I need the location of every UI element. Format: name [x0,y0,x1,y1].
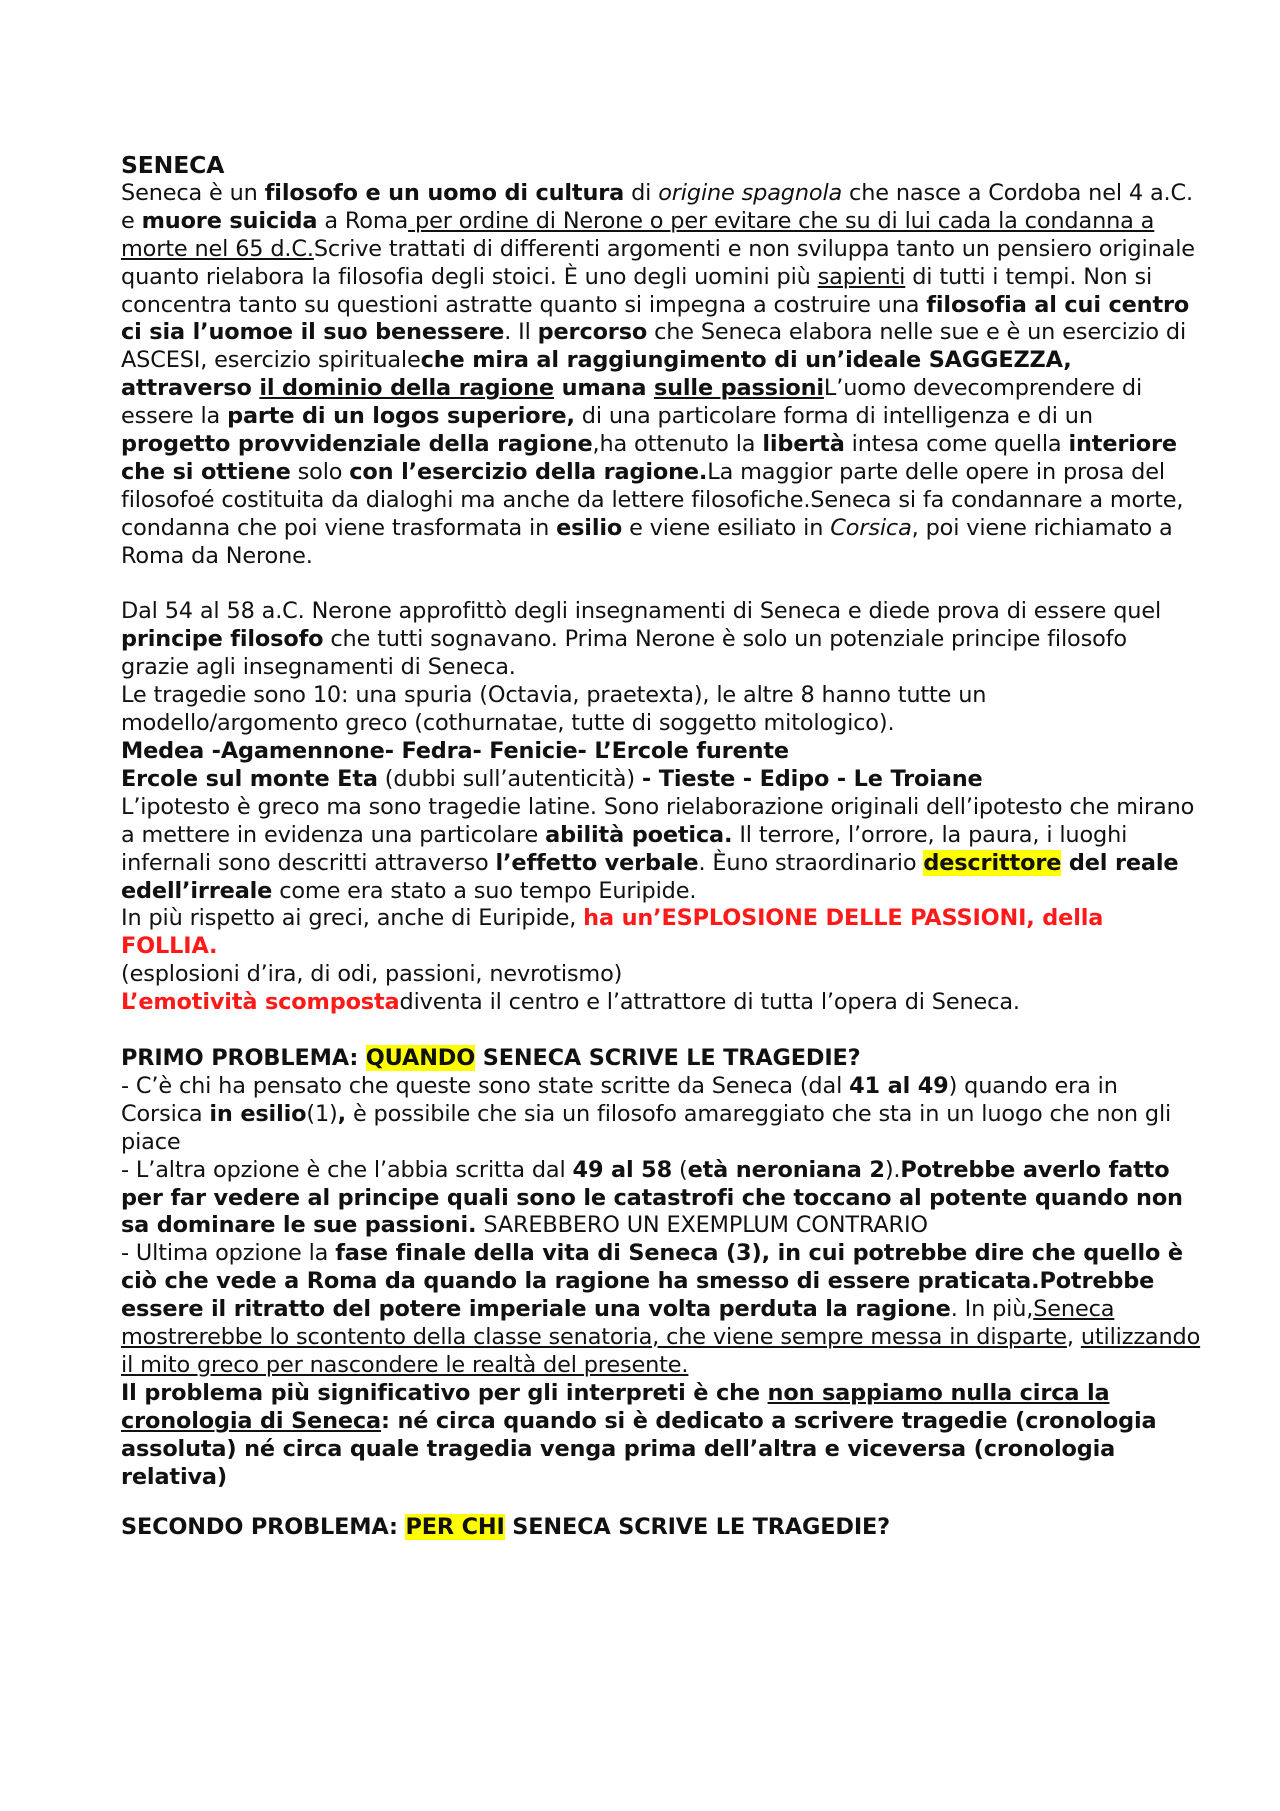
paragraph-opzione-1: - C’è chi ha pensato che queste sono state scritte da Seneca (dal 41 al 49) quando era in Corsica in esilio(1), è possibile che sia un filosofo amareggiato che sta in un luogo che non gli piace [121,1072,1172,1155]
highlight-quando: QUANDO [365,1044,476,1071]
paragraph-passioni: In più rispetto ai greci, anche di Euripide, ha un’ESPLOSIONE DELLE PASSIONI, della FOLLIA. [121,905,1104,960]
paragraph-emotivita: L’emotività scompostadiventa il centro e l’attrattore di tutta l’opera di Seneca. [121,989,1020,1016]
tragedie-list-2: Ercole sul monte Eta (dubbi sull’autenticità) - Tieste - Edipo - Le Troiane [121,765,983,792]
paragraph-opzione-2: - L’altra opzione è che l’abbia scritta dal 49 al 58 (età neroniana 2).Potrebbe averlo fatto per far vedere al principe quali sono le catastrofi che toccano al potente quando non sa dominare le sue passioni. SAREBBERO UN EXEMPLUM CONTRARIO [121,1156,1183,1239]
highlight-descrittore: descrittore [923,849,1062,876]
blank-line [121,1491,1201,1514]
highlight-per-chi: PER CHI [405,1514,505,1541]
paragraph-nerone: Dal 54 al 58 a.C. Nerone approfittò degli insegnamenti di Seneca e diede prova di essere quel principe filosofo che tutti sognavano. Prima Nerone è solo un potenziale principe filosofo grazie agli insegnamenti di Seneca. [121,598,1162,681]
paragraph-esplosioni: (esplosioni d’ira, di odi, passioni, nevrotismo) [121,961,623,988]
document-title: SENECA [121,151,225,179]
paragraph-opzione-3: - Ultima opzione la fase finale della vita di Seneca (3), in cui potrebbe dire che quello è ciò che vede a Roma da quando la ragione ha smesso di essere praticata.Potrebbe essere il ritratto del potere imperiale una volta perduta la ragione. In più,Seneca mostrerebbe lo scontento della classe senatoria, che viene sempre messa in disparte, utilizzando il mito greco per nascondere le realtà del presente. [121,1240,1201,1378]
heading-primo-problema: PRIMO PROBLEMA: QUANDO SENECA SCRIVE LE TRAGEDIE? [121,1044,861,1071]
tragedie-list-1: Medea -Agamennone- Fedra- Fenicie- L’Ercole furente [121,738,789,765]
paragraph-intro: Seneca è un filosofo e un uomo di cultura di origine spagnola che nasce a Cordoba nel 4 a.C. e muore suicida a Roma per ordine di Nerone o per evitare che su di lui cada la condanna a morte nel 65 d.C.Scrive trattati di differenti argomenti e non sviluppa tanto un pensiero originale quanto rielabora la filosofia degli stoici. È uno degli uomini più sapienti di tutti i tempi. Non si concentra tanto su questioni astratte quanto si impegna a costruire una filosofia al cui centro ci sia l’uomoe il suo benessere. Il percorso che Seneca elabora nelle sue e è un esercizio di ASCESI, esercizio spiritualeche mira al raggiungimento di un’ideale SAGGEZZA, attraverso il dominio della ragione umana sulle passioniL’uomo devecomprendere di essere la parte di un logos superiore, di una particolare forma di intelligenza e di un progetto provvidenziale della ragione,ha ottenuto la libertà intesa come quella interiore che si ottiene solo con l’esercizio della ragione.La maggior parte delle opere in prosa del filosofoé costituita da dialoghi ma anche da lettere filosofiche.Seneca si fa condannare a morte, condanna che poi viene trasformata in esilio e viene esiliato in Corsica, poi viene richiamato a Roma da Nerone. [121,179,1195,569]
red-emphasis: L’emotività scomposta [121,989,400,1016]
paragraph-cronologia: Il problema più significativo per gli interpreti è che non sappiamo nulla circa la cronologia di Seneca: né circa quando si è dedicato a scrivere tragedie (cronologia assoluta) né circa quale tragedia venga prima dell’altra e viceversa (cronologia relativa) [121,1379,1157,1490]
red-emphasis: ha un’ESPLOSIONE DELLE PASSIONI, della FOLLIA. [121,905,1104,960]
blank-line [121,1017,1201,1045]
heading-secondo-problema: SECONDO PROBLEMA: PER CHI SENECA SCRIVE LE TRAGEDIE? [121,1514,891,1541]
blank-line [121,571,1201,599]
paragraph-tragedie-count: Le tragedie sono 10: una spuria (Octavia, praetexta), le altre 8 hanno tutte un modello/argomento greco (cothurnatae, tutte di soggetto mitologico). [121,682,987,737]
paragraph-ipotesto: L’ipotesto è greco ma sono tragedie latine. Sono rielaborazione originali dell’ipotesto che mirano a mettere in evidenza una particolare abilità poetica. Il terrore, l’orrore, la paura, i luoghi infernali sono descritti attraverso l’effetto verbale. Èuno straordinario descrittore del reale edell’irreale come era stato a suo tempo Euripide. [121,793,1195,904]
document-body [121,152,1201,1542]
